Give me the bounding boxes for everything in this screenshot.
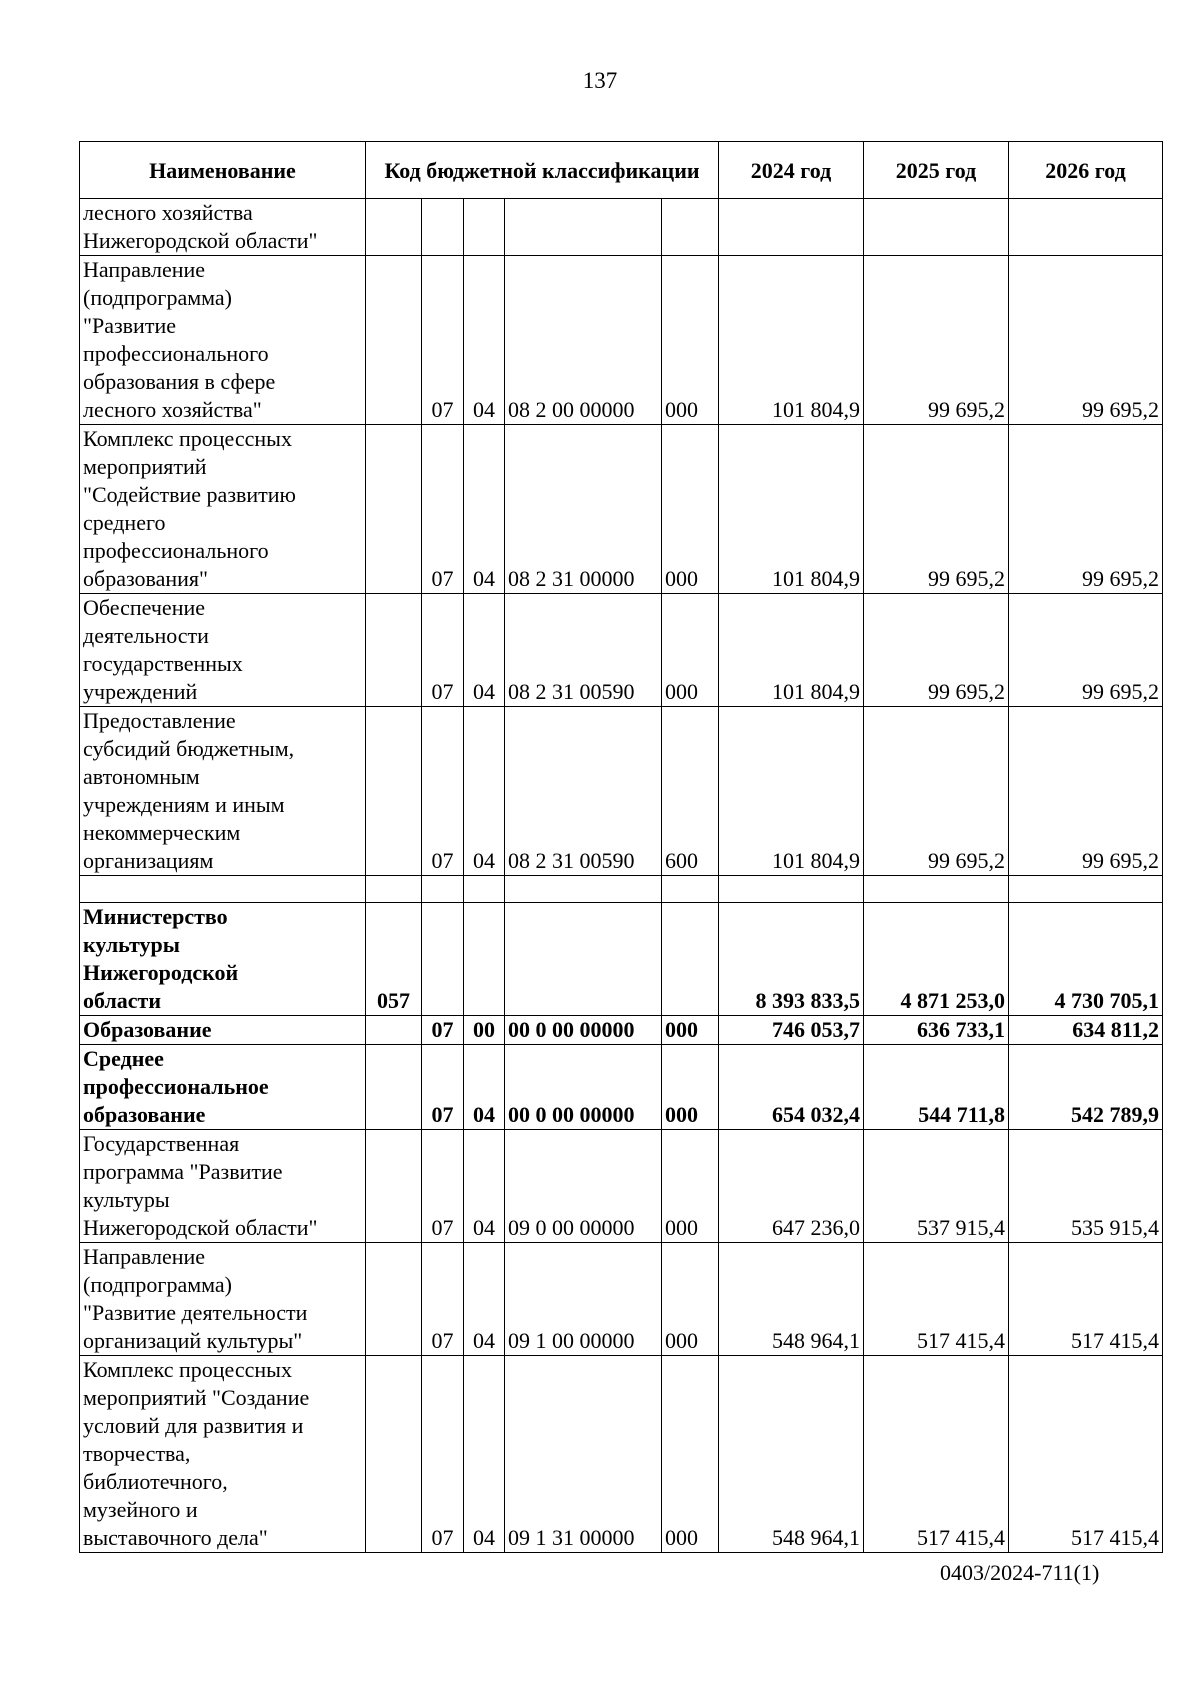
cell-amount-2025: 99 695,2 <box>864 425 1009 594</box>
header-2026: 2026 год <box>1009 142 1163 199</box>
cell-section-code: 07 <box>422 1243 464 1356</box>
cell-expense-type-code: 000 <box>662 1356 719 1553</box>
cell-subsection-code: 04 <box>464 1045 505 1130</box>
cell-amount-2026: 517 415,4 <box>1009 1243 1163 1356</box>
cell-name: Среднее профессиональное образование <box>80 1045 366 1130</box>
cell-name: Комплекс процессных мероприятий "Создание условий для развития и творчества, библиотечного, музейного и выставочного дела" <box>80 1356 366 1553</box>
cell-amount-2024: 101 804,9 <box>719 707 864 876</box>
cell-subsection-code: 04 <box>464 1356 505 1553</box>
cell-target-article-code: 08 2 31 00590 <box>505 594 662 707</box>
cell-grbs-code <box>366 1045 422 1130</box>
cell-expense-type-code: 000 <box>662 1045 719 1130</box>
cell-amount-2026: 99 695,2 <box>1009 425 1163 594</box>
cell-expense-type-code <box>662 903 719 1016</box>
table-row <box>80 1045 1163 1130</box>
cell-subsection-code <box>464 876 505 903</box>
table-spacer-row <box>80 876 1163 903</box>
cell-section-code <box>422 876 464 903</box>
cell-name: Предоставление субсидий бюджетным, автономным учреждениям и иным некоммерческим организациям <box>80 707 366 876</box>
header-code: Код бюджетной классификации <box>366 142 719 199</box>
cell-target-article-code: 00 0 00 00000 <box>505 1016 662 1045</box>
cell-amount-2024: 101 804,9 <box>719 425 864 594</box>
cell-name: Государственная программа "Развитие культуры Нижегородской области" <box>80 1130 366 1243</box>
cell-subsection-code: 04 <box>464 256 505 425</box>
table-row <box>80 903 1163 1016</box>
table-row <box>80 425 1163 594</box>
cell-amount-2024 <box>719 199 864 256</box>
cell-amount-2026: 99 695,2 <box>1009 707 1163 876</box>
table-row <box>80 1243 1163 1356</box>
cell-grbs-code <box>366 425 422 594</box>
cell-name: Обеспечение деятельности государственных учреждений <box>80 594 366 707</box>
cell-amount-2025: 99 695,2 <box>864 594 1009 707</box>
cell-grbs-code <box>366 199 422 256</box>
table-row <box>80 1356 1163 1553</box>
cell-amount-2026: 4 730 705,1 <box>1009 903 1163 1016</box>
cell-expense-type-code: 600 <box>662 707 719 876</box>
cell-amount-2025 <box>864 199 1009 256</box>
cell-subsection-code: 04 <box>464 707 505 876</box>
cell-amount-2025: 4 871 253,0 <box>864 903 1009 1016</box>
cell-grbs-code <box>366 876 422 903</box>
table-row <box>80 199 1163 256</box>
cell-amount-2025: 99 695,2 <box>864 707 1009 876</box>
header-2024: 2024 год <box>719 142 864 199</box>
cell-amount-2025: 636 733,1 <box>864 1016 1009 1045</box>
cell-grbs-code <box>366 1016 422 1045</box>
cell-amount-2026: 517 415,4 <box>1009 1356 1163 1553</box>
cell-section-code: 07 <box>422 1356 464 1553</box>
cell-section-code: 07 <box>422 594 464 707</box>
cell-grbs-code <box>366 1356 422 1553</box>
cell-target-article-code: 08 2 31 00590 <box>505 707 662 876</box>
cell-name: Направление (подпрограмма) "Развитие деятельности организаций культуры" <box>80 1243 366 1356</box>
cell-subsection-code: 00 <box>464 1016 505 1045</box>
cell-section-code <box>422 903 464 1016</box>
cell-subsection-code: 04 <box>464 425 505 594</box>
cell-subsection-code <box>464 903 505 1016</box>
cell-section-code: 07 <box>422 1130 464 1243</box>
cell-amount-2025: 544 711,8 <box>864 1045 1009 1130</box>
cell-grbs-code <box>366 594 422 707</box>
cell-target-article-code: 08 2 31 00000 <box>505 425 662 594</box>
cell-amount-2025 <box>864 876 1009 903</box>
cell-expense-type-code: 000 <box>662 594 719 707</box>
cell-amount-2026: 99 695,2 <box>1009 594 1163 707</box>
cell-name: Направление (подпрограмма) "Развитие профессионального образования в сфере лесного хозяйства" <box>80 256 366 425</box>
budget-table <box>79 141 1163 1553</box>
cell-grbs-code: 057 <box>366 903 422 1016</box>
table-row <box>80 1130 1163 1243</box>
cell-expense-type-code <box>662 876 719 903</box>
cell-target-article-code <box>505 199 662 256</box>
cell-amount-2024: 654 032,4 <box>719 1045 864 1130</box>
cell-expense-type-code: 000 <box>662 1016 719 1045</box>
cell-amount-2025: 517 415,4 <box>864 1356 1009 1553</box>
cell-amount-2026: 634 811,2 <box>1009 1016 1163 1045</box>
cell-target-article-code <box>505 876 662 903</box>
table-row <box>80 594 1163 707</box>
cell-amount-2024: 746 053,7 <box>719 1016 864 1045</box>
cell-expense-type-code: 000 <box>662 425 719 594</box>
cell-expense-type-code <box>662 199 719 256</box>
cell-section-code: 07 <box>422 256 464 425</box>
cell-subsection-code <box>464 199 505 256</box>
cell-name: Образование <box>80 1016 366 1045</box>
header-2025: 2025 год <box>864 142 1009 199</box>
cell-amount-2026: 99 695,2 <box>1009 256 1163 425</box>
cell-amount-2024 <box>719 876 864 903</box>
cell-name: Комплекс процессных мероприятий "Содействие развитию среднего профессионального образования" <box>80 425 366 594</box>
cell-amount-2026 <box>1009 876 1163 903</box>
cell-amount-2025: 517 415,4 <box>864 1243 1009 1356</box>
cell-expense-type-code: 000 <box>662 1130 719 1243</box>
table-header-row <box>80 142 1163 199</box>
cell-grbs-code <box>366 1130 422 1243</box>
cell-section-code: 07 <box>422 425 464 594</box>
table-row <box>80 1016 1163 1045</box>
table-body <box>80 199 1163 1553</box>
cell-target-article-code: 09 1 00 00000 <box>505 1243 662 1356</box>
cell-subsection-code: 04 <box>464 1243 505 1356</box>
document-id: 0403/2024-711(1) <box>940 1560 1100 1585</box>
table-row <box>80 256 1163 425</box>
cell-expense-type-code: 000 <box>662 1243 719 1356</box>
cell-target-article-code: 00 0 00 00000 <box>505 1045 662 1130</box>
cell-name <box>80 876 366 903</box>
cell-target-article-code: 09 1 31 00000 <box>505 1356 662 1553</box>
cell-target-article-code <box>505 903 662 1016</box>
cell-amount-2024: 548 964,1 <box>719 1243 864 1356</box>
table-row <box>80 707 1163 876</box>
cell-amount-2026: 535 915,4 <box>1009 1130 1163 1243</box>
cell-amount-2024: 101 804,9 <box>719 594 864 707</box>
cell-amount-2024: 8 393 833,5 <box>719 903 864 1016</box>
page-number: 137 <box>582 68 618 93</box>
cell-amount-2024: 548 964,1 <box>719 1356 864 1553</box>
cell-subsection-code: 04 <box>464 1130 505 1243</box>
cell-grbs-code <box>366 256 422 425</box>
cell-grbs-code <box>366 1243 422 1356</box>
cell-amount-2024: 101 804,9 <box>719 256 864 425</box>
header-name: Наименование <box>80 142 366 199</box>
cell-name: лесного хозяйства Нижегородской области" <box>80 199 366 256</box>
cell-expense-type-code: 000 <box>662 256 719 425</box>
cell-name: Министерство культуры Нижегородской области <box>80 903 366 1016</box>
cell-target-article-code: 09 0 00 00000 <box>505 1130 662 1243</box>
cell-grbs-code <box>366 707 422 876</box>
cell-subsection-code: 04 <box>464 594 505 707</box>
cell-amount-2025: 537 915,4 <box>864 1130 1009 1243</box>
cell-amount-2024: 647 236,0 <box>719 1130 864 1243</box>
cell-target-article-code: 08 2 00 00000 <box>505 256 662 425</box>
cell-section-code: 07 <box>422 1045 464 1130</box>
cell-section-code <box>422 199 464 256</box>
cell-section-code: 07 <box>422 707 464 876</box>
cell-amount-2026 <box>1009 199 1163 256</box>
cell-section-code: 07 <box>422 1016 464 1045</box>
cell-amount-2026: 542 789,9 <box>1009 1045 1163 1130</box>
cell-amount-2025: 99 695,2 <box>864 256 1009 425</box>
